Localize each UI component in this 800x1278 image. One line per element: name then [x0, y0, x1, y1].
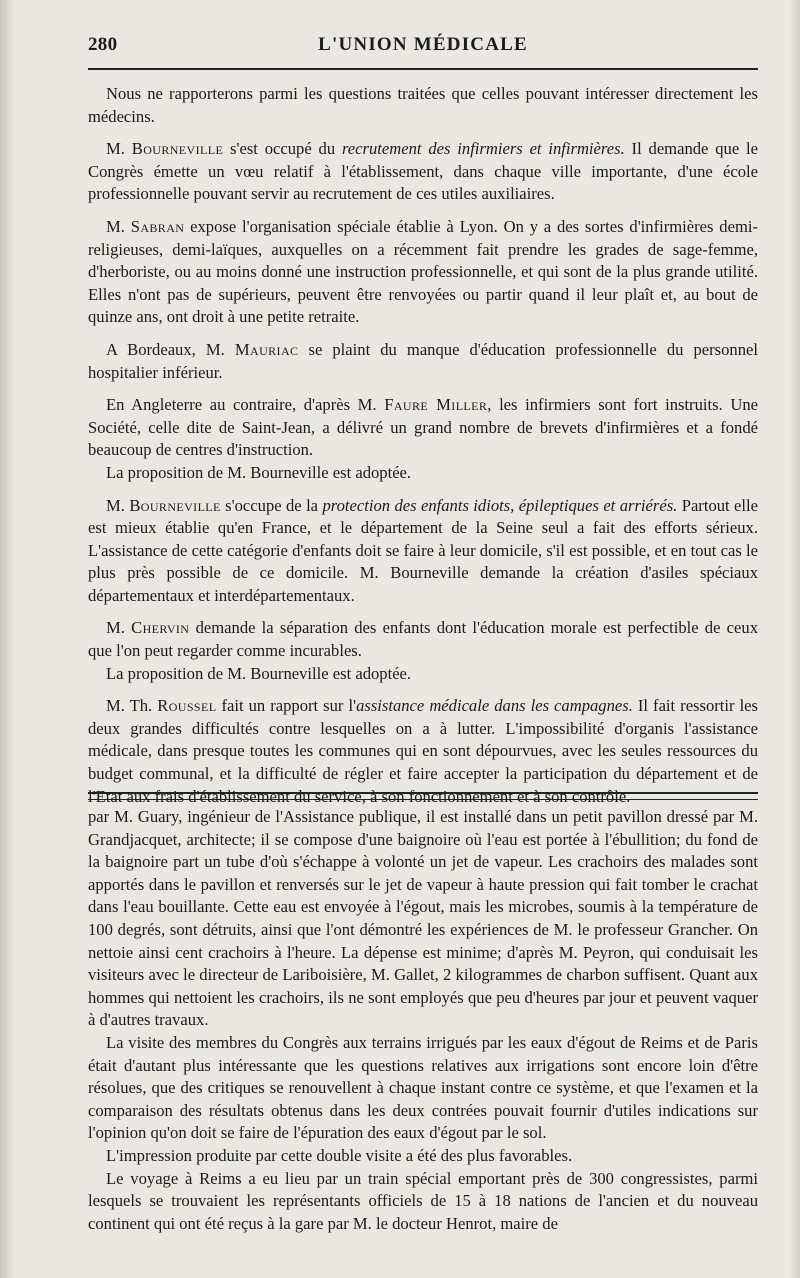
- paragraph-adoption-2: La proposition de M. Bourneville est adoptée.: [106, 663, 412, 683]
- speaker-name: Chervin: [131, 618, 190, 638]
- paragraph-faure-miller: [88, 394, 758, 462]
- text: se plaint du manque d'éducation professionnelle du personnel hospitalier inférieur.: [88, 339, 759, 382]
- prefix: M.: [106, 618, 132, 638]
- prefix: M.: [106, 216, 131, 236]
- speaker-name: Bourneville: [131, 139, 224, 159]
- speaker-name: Bourneville: [129, 495, 221, 515]
- text: s'occupe de la: [220, 495, 323, 515]
- paragraph-intro: Nous ne rapporterons parmi les questions traitées que celles pouvant intéresser directement les médecins.: [88, 84, 758, 126]
- text: Partout elle est mieux établie qu'en France, et le département de la Seine seul a fait des efforts sérieux. L'assistance de cette catégorie d'enfants doit se faire à leur domicile, s'il est possible, et en tout cas le plus près possible de ce domicile. M. Bourneville demande la création d'asiles spéciaux départementaux et interdépartementaux.: [88, 495, 758, 605]
- topic-italic: recrutement des infirmiers et infirmières.: [341, 139, 625, 159]
- prefix: A Bordeaux, M.: [106, 339, 235, 359]
- text: fait un rapport sur l': [216, 696, 357, 716]
- congress-report-section: [88, 83, 758, 818]
- topic-italic: assistance médicale dans les campagnes.: [356, 696, 633, 716]
- page-header: [88, 34, 758, 60]
- text: , les infirmiers sont fort instruits. Une Société, celle dite de Saint-Jean, a délivré un grand nombre de brevets d'infirmières et a fondé beaucoup de centres d'instruction.: [88, 395, 758, 460]
- prefix: M. Th.: [106, 696, 158, 716]
- paragraph-impression: L'impression produite par cette double visite a été des plus favorables.: [106, 1145, 573, 1165]
- paragraph-mauriac: [88, 339, 758, 384]
- hygiene-visit-section: [88, 806, 758, 1235]
- paragraph-crachoirs: par M. Guary, ingénieur de l'Assistance publique, il est installé dans un petit pavillon dressé par M. Grandjacquet, architecte; il se compose d'une baignoire où l'eau est portée à l'ébullition; du fond de la baignoire part un tube d'où s'échappe à volonté un jet de vapeur. Les crachoirs des malades sont apportés dans le pavillon et renversés sur le jet de vapeur à haute pression qui fait tomber le crachat dans l'eau bouillante. Cette eau est envoyée à l'égout, mais les microbes, soumis à la température de 100 degrés, sont détruits, ainsi que l'ont démontré les expériences de M. le professeur Grancher. On nettoie ainsi cent crachoirs à l'heure. La dépense est minime; d'après M. Peyron, qui conduisait les visiteurs avec le directeur de Lariboisière, M. Gallet, 2 kilogrammes de charbon suffisent. Quant aux hommes qui nettoient les crachoirs, ils ne sont employés que peu d'heures par jour et peuvent vaquer à d'autres travaux.: [88, 807, 758, 1030]
- paragraph-chervin: [88, 617, 758, 662]
- text: demande la séparation des enfants dont l'éducation morale est perfectible de ceux que l'on peut regarder comme incurables.: [88, 618, 758, 661]
- speaker-name: Mauriac: [234, 339, 299, 359]
- paragraph-adoption-1: La proposition de M. Bourneville est adoptée.: [106, 462, 412, 482]
- page-number: 280: [88, 34, 118, 55]
- prefix: En Angleterre au contraire, d'après M.: [106, 395, 385, 415]
- paragraph-sabran: [88, 216, 758, 329]
- section-divider: [88, 792, 758, 800]
- text: Il demande que le Congrès émette un vœu relatif à l'établissement, dans chaque ville importante, d'une école professionnelle pouvant servir au recrutement de ces utiles auxiliaires.: [88, 139, 758, 204]
- text: Il fait ressortir les deux grandes difficultés contre lesquelles on a à lutter. L'impossibilité d'organis l'assistance médicale, dans presque toutes les communes qui en sont dépourvues, avec les seules ressources du budget communal, et la difficulté de régler et faire accepter la participation du département et de l'Etat aux frais d'établissement du service, à son fonctionnement et à son contrôle.: [88, 696, 759, 806]
- speaker-name: Sabran: [130, 216, 185, 236]
- text: expose l'organisation spéciale établie à Lyon. On y a des sortes d'infirmières demi-religieuses, demi-laïques, auxquelles on a récemment fait prendre les grades de sage-femme, d'herboriste, ou au moins donné une instruction professionnelle, et qui sont de la plus grande utilité. Elles n'ont pas de supérieurs, peuvent être renvoyées ou partir quand il leur plaît et, au bout de quinze ans, ont droit à une petite retraite.: [88, 216, 758, 327]
- paragraph-bourneville-nurses: [88, 138, 758, 206]
- running-title: L'UNION MÉDICALE: [318, 34, 528, 55]
- header-rule: [88, 68, 758, 70]
- topic-italic: protection des enfants idiots, épileptiques et arriérés.: [322, 495, 678, 515]
- text: s'est occupé du: [223, 139, 342, 159]
- paragraph-bourneville-children: [88, 495, 758, 608]
- prefix: M.: [106, 139, 132, 159]
- paragraph-reims: Le voyage à Reims a eu lieu par un train spécial emportant près de 300 congressistes, parmi lesquels se trouvaient les représentants officiels de 15 à 18 nations de l'ancien et du nouveau continent qui ont été reçus à la gare par M. le docteur Henrot, maire de: [88, 1168, 758, 1233]
- paragraph-irrigation: La visite des membres du Congrès aux terrains irrigués par les eaux d'égout de Reims et de Paris était d'autant plus intéressante que les questions relatives aux irrigations sont encore loin d'être résolues, que des critiques se renouvellent à chaque instant contre ce système, et que l'examen et la comparaison des résultats obtenus dans les deux contrées pouvait fournir d'utiles indications sur l'opinion qu'on doit se faire de l'épuration des eaux d'égout par le sol.: [88, 1032, 758, 1143]
- prefix: M.: [106, 495, 130, 515]
- speaker-name: Faure Miller: [384, 395, 488, 415]
- speaker-name: Roussel: [157, 696, 217, 716]
